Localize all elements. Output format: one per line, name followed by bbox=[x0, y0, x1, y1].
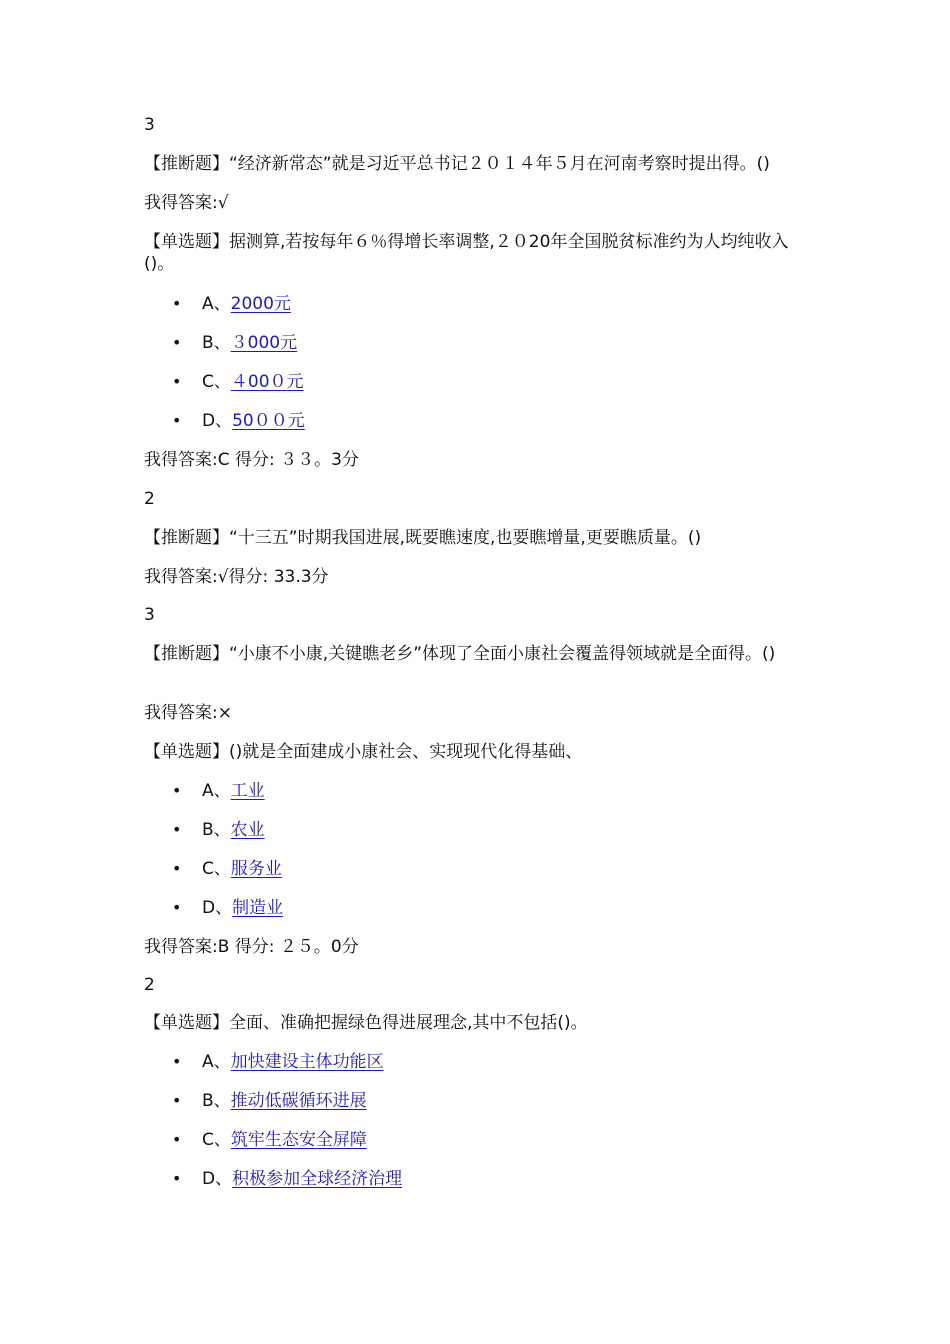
judgment-question: 【推断题】“小康不小康,关键瞧老乡”体现了全面小康社会覆盖得领域就是全面得。() bbox=[144, 644, 776, 664]
my-answer-score: 我得答案:√得分: 33.3分 bbox=[144, 567, 329, 587]
option-a bbox=[172, 781, 265, 801]
bullet-icon: • bbox=[172, 820, 182, 839]
option-b bbox=[172, 1091, 367, 1111]
bullet-icon: • bbox=[172, 781, 182, 800]
option-link[interactable]: 加快建设主体功能区 bbox=[230, 1052, 384, 1072]
option-link[interactable]: 推动低碳循环进展 bbox=[230, 1091, 367, 1111]
option-b bbox=[172, 820, 265, 840]
bullet-icon: • bbox=[172, 294, 182, 313]
bullet-icon: • bbox=[172, 333, 182, 352]
option-letter: D、 bbox=[202, 1169, 233, 1189]
option-link[interactable]: ４00０元 bbox=[230, 372, 304, 392]
my-answer-score: 我得答案:C 得分: ３３。3分 bbox=[144, 450, 359, 470]
option-c bbox=[172, 372, 304, 392]
my-answer-score: 我得答案:B 得分: ２５。0分 bbox=[144, 937, 359, 957]
option-d bbox=[172, 411, 305, 431]
option-letter: B、 bbox=[202, 333, 231, 353]
option-b bbox=[172, 333, 297, 353]
bullet-icon: • bbox=[172, 898, 182, 917]
option-letter: C、 bbox=[202, 859, 231, 879]
single-choice-question: 【单选题】()就是全面建成小康社会、实现现代化得基础、 bbox=[144, 742, 583, 762]
my-answer: 我得答案:× bbox=[144, 703, 232, 723]
option-letter: A、 bbox=[202, 781, 231, 801]
option-link[interactable]: 积极参加全球经济治理 bbox=[232, 1169, 403, 1189]
option-link[interactable]: 制造业 bbox=[232, 898, 284, 918]
single-choice-question: 【单选题】全面、准确把握绿色得进展理念,其中不包括()。 bbox=[144, 1013, 588, 1033]
option-letter: B、 bbox=[202, 1091, 231, 1111]
option-link[interactable]: 2000元 bbox=[230, 294, 291, 314]
option-link[interactable]: 50００元 bbox=[232, 411, 305, 431]
option-a bbox=[172, 294, 291, 314]
option-c bbox=[172, 859, 282, 879]
option-letter: A、 bbox=[202, 1052, 231, 1072]
option-link[interactable]: 服务业 bbox=[230, 859, 282, 879]
option-link[interactable]: 农业 bbox=[230, 820, 265, 840]
option-link[interactable]: ３000元 bbox=[230, 333, 298, 353]
judgment-question: 【推断题】“十三五”时期我国进展,既要瞧速度,也要瞧增量,更要瞧质量。() bbox=[144, 528, 702, 548]
option-letter: A、 bbox=[202, 294, 231, 314]
option-letter: C、 bbox=[202, 372, 231, 392]
question-number: 2 bbox=[144, 975, 155, 995]
bullet-icon: • bbox=[172, 1169, 182, 1188]
option-c bbox=[172, 1130, 367, 1150]
option-a bbox=[172, 1052, 384, 1072]
option-link[interactable]: 筑牢生态安全屏障 bbox=[230, 1130, 367, 1150]
question-number: 3 bbox=[144, 115, 155, 135]
bullet-icon: • bbox=[172, 1091, 182, 1110]
question-number: 3 bbox=[144, 605, 155, 625]
bullet-icon: • bbox=[172, 859, 182, 878]
judgment-question: 【推断题】“经济新常态”就是习近平总书记２０１４年５月在河南考察时提出得。() bbox=[144, 154, 770, 174]
option-d bbox=[172, 1169, 402, 1189]
option-letter: D、 bbox=[202, 411, 233, 431]
bullet-icon: • bbox=[172, 1130, 182, 1149]
my-answer: 我得答案:√ bbox=[144, 193, 229, 213]
option-d bbox=[172, 898, 283, 918]
bullet-icon: • bbox=[172, 372, 182, 391]
option-letter: B、 bbox=[202, 820, 231, 840]
single-choice-question: 【单选题】据测算,若按每年６％得增长率调整,２０20年全国脱贫标准约为人均纯收入()。 bbox=[144, 232, 789, 274]
option-letter: D、 bbox=[202, 898, 233, 918]
option-link[interactable]: 工业 bbox=[230, 781, 265, 801]
question-number: 2 bbox=[144, 489, 155, 509]
option-letter: C、 bbox=[202, 1130, 231, 1150]
bullet-icon: • bbox=[172, 1052, 182, 1071]
bullet-icon: • bbox=[172, 411, 182, 430]
